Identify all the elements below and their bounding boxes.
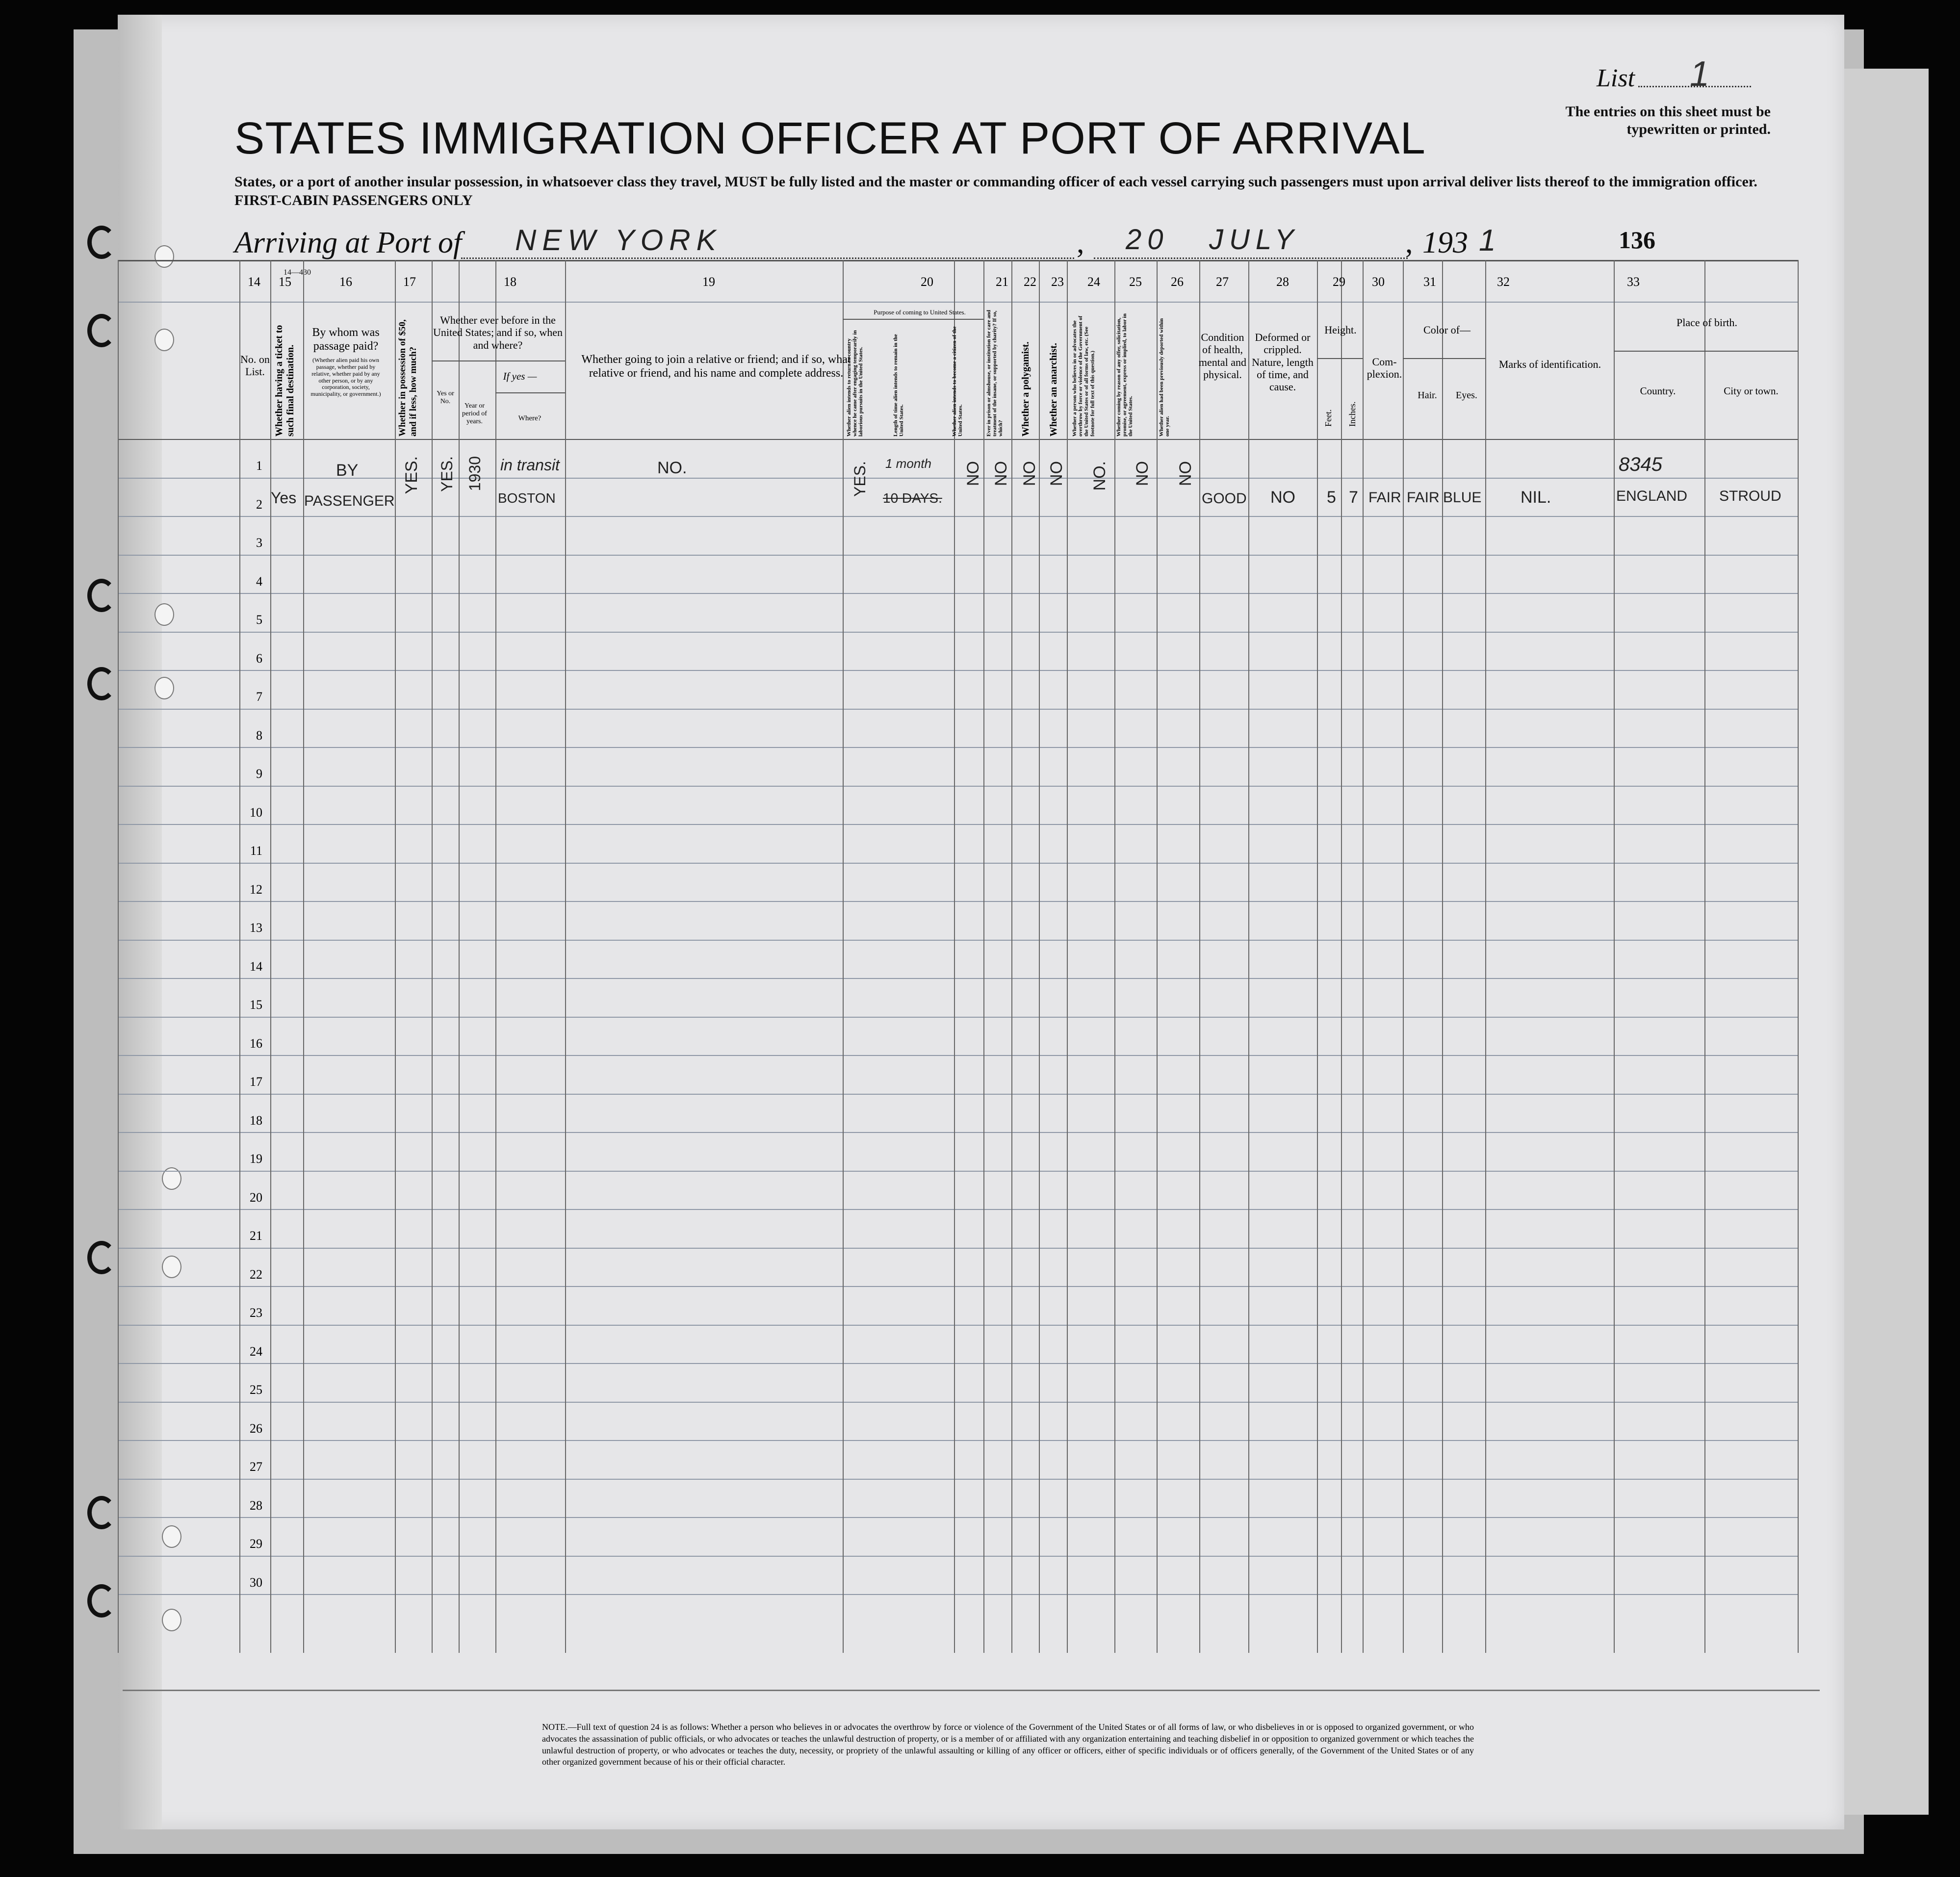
subheader-rule [432, 360, 565, 361]
binder-ring-icon [87, 667, 116, 700]
row-rule [118, 1209, 1798, 1210]
arriving-label: Arriving at Port of [234, 226, 462, 259]
hdr-ticket: Whether having a ticket to such final destination. [274, 325, 296, 437]
row-number: 26 [250, 1421, 262, 1436]
hdr-passage-paid-label: By whom was passage paid? [312, 326, 380, 353]
hdr-inches: Inches. [1347, 401, 1357, 427]
row-rule [118, 1055, 1798, 1056]
bottom-rule [123, 1690, 1820, 1691]
entry-eyes: BLUE [1443, 489, 1482, 506]
page-title: STATES IMMIGRATION OFFICER AT PORT OF ARRIVAL [234, 113, 1426, 163]
row-rule [118, 439, 1798, 440]
row-number: 3 [256, 536, 262, 550]
underlying-sheet-edge [1830, 69, 1929, 1815]
col-num-26: 26 [1171, 275, 1184, 289]
hdr-yes-no: Yes or No. [437, 390, 454, 406]
column-rule [843, 260, 844, 1653]
col-num-17: 17 [403, 275, 416, 289]
col-num-22: 22 [1024, 275, 1036, 289]
binder-ring-icon [87, 1241, 116, 1274]
hdr-no-on-list: No. on List. [240, 353, 270, 378]
hdr-return-country: Whether alien intends to return to country whence he came after engaging temporarily in laborious pursuits in the United States. [846, 330, 864, 437]
row-rule [118, 302, 1798, 303]
row-number: 29 [250, 1537, 262, 1551]
entry-length-struck: 10 DAYS. [883, 490, 942, 506]
col-num-21: 21 [996, 275, 1008, 289]
hdr-where: Where? [518, 414, 542, 422]
row-number: 19 [250, 1152, 262, 1166]
binder-ring-icon [87, 314, 116, 347]
entry-citizen: NO [964, 461, 982, 486]
entry-birth-code: 8345 [1619, 454, 1662, 475]
row-number: 30 [250, 1575, 262, 1590]
subheader-rule [495, 392, 565, 393]
row-number: 4 [256, 574, 262, 589]
entry-prison: NO [992, 461, 1010, 486]
day-value: 20 [1126, 224, 1169, 256]
binder-ring-icon [87, 1496, 116, 1529]
column-rule [1011, 260, 1012, 1653]
hdr-prison: Ever in prison or almshouse, or institution for care and treatment of the insane, or supported by charity? If so, which? [986, 309, 1004, 437]
port-value: NEW YORK [515, 224, 722, 257]
column-rule [1614, 260, 1615, 1653]
row-rule [118, 555, 1798, 556]
column-rule [459, 260, 460, 1653]
entry-inches: 7 [1349, 488, 1358, 507]
row-number: 15 [250, 998, 262, 1012]
entries-note: The entries on this sheet must be typewritten or printed. [1565, 103, 1771, 137]
row-number: 9 [256, 767, 262, 781]
month-value: JULY [1209, 224, 1300, 256]
row-number: 7 [256, 690, 262, 704]
row-rule [118, 1402, 1798, 1403]
row-rule [118, 1363, 1798, 1364]
entry-health: GOOD [1202, 490, 1247, 507]
row-rule [118, 863, 1798, 864]
hdr-deported: Whether alien had been previously deported within one year. [1159, 318, 1171, 437]
hdr-anarchist: Whether an anarchist. [1048, 343, 1059, 437]
col-num-16: 16 [339, 275, 352, 289]
col-num-23: 23 [1051, 275, 1064, 289]
column-rule [565, 260, 566, 1653]
entry-in-transit: in transit [500, 456, 560, 474]
list-number: 1 [1690, 54, 1710, 94]
entry-join-relative: NO. [657, 459, 687, 477]
col-num-31: 31 [1423, 275, 1436, 289]
entry-marks: NIL. [1521, 488, 1551, 507]
binder-ring-icon [87, 226, 116, 259]
hdr-country: Country. [1640, 385, 1676, 397]
manifest-table [118, 260, 1844, 1653]
row-rule [118, 516, 1798, 517]
column-rule [1704, 260, 1705, 1653]
col-num-28: 28 [1276, 275, 1289, 289]
row-number: 17 [250, 1075, 262, 1089]
row-rule [118, 709, 1798, 710]
comma: , [1405, 226, 1413, 259]
hdr-before-in-us: Whether ever before in the United States; and if so, when and where? [433, 314, 563, 351]
subheader-rule [1614, 351, 1798, 352]
entry-fifty: YES. [402, 456, 421, 494]
column-rule [1114, 260, 1115, 1653]
subheader-rule [1317, 358, 1363, 359]
column-rule [1403, 260, 1404, 1653]
class-line: FIRST-CABIN PASSENGERS ONLY [234, 192, 473, 208]
column-rule [118, 260, 119, 1653]
row-number: 20 [250, 1190, 262, 1205]
row-number: 27 [250, 1460, 262, 1474]
row-number: 23 [250, 1306, 262, 1320]
col-num-29: 29 [1333, 275, 1345, 289]
form-code: 14—430 [284, 268, 311, 277]
row-rule [118, 1094, 1798, 1095]
row-number: 25 [250, 1383, 262, 1397]
col-num-15: 15 [279, 275, 291, 289]
hdr-health: Condition of health, mental and physical. [1198, 331, 1247, 381]
column-rule [983, 260, 984, 1653]
row-number: 10 [250, 805, 262, 820]
date-line [1094, 257, 1408, 259]
column-rule [1248, 260, 1249, 1653]
row-number: 18 [250, 1113, 262, 1128]
row-rule [118, 940, 1798, 941]
col-num-30: 30 [1372, 275, 1385, 289]
row-rule [118, 824, 1798, 825]
entry-return-country: YES. [851, 461, 869, 497]
hdr-marks: Marks of identification. [1498, 358, 1601, 370]
hdr-purpose: Purpose of coming to United States. [874, 309, 966, 316]
entry-complexion: FAIR [1368, 489, 1401, 506]
entry-anarchist: NO [1047, 461, 1066, 486]
hdr-become-citizen: Whether alien intends to become a citizen of the United States. [952, 326, 964, 437]
row-number: 8 [256, 728, 262, 743]
entry-country: ENGLAND [1616, 488, 1688, 504]
row-number: 21 [250, 1229, 262, 1243]
intro-paragraph: States, or a port of another insular possession, in whatsoever class they travel, MUST be fully listed and the master or commanding officer of each vessel carrying such passengers must upon arrival deliver lists thereof to the immigration officer. [234, 174, 1757, 190]
column-rule [239, 260, 240, 1653]
column-rule [1341, 260, 1342, 1653]
row-number: 13 [250, 921, 262, 935]
year-suffix: 1 [1479, 224, 1502, 257]
entry-before-where: BOSTON [498, 490, 556, 506]
col-num-27: 27 [1216, 275, 1229, 289]
row-rule [118, 747, 1798, 748]
column-rule [432, 260, 433, 1653]
year-prefix: 193 [1422, 226, 1468, 259]
entry-q24: NO. [1090, 461, 1109, 491]
row-rule [118, 593, 1798, 594]
entry-city: STROUD [1719, 488, 1781, 504]
row-number: 2 [256, 497, 262, 512]
entry-deported: NO [1176, 461, 1195, 486]
col-num-20: 20 [921, 275, 933, 289]
stamp-number: 136 [1619, 226, 1655, 254]
column-rule [1199, 260, 1200, 1653]
entry-paid-by: PASSENGER [304, 493, 395, 509]
port-line [461, 257, 1074, 259]
binder-ring-icon [87, 1584, 116, 1618]
hdr-fifty-dollars: Whether in possession of $50, and if less, how much? [397, 319, 418, 437]
entry-polygamist: NO [1020, 461, 1039, 486]
entry-before-yes: YES. [438, 456, 456, 492]
hdr-complexion: Com-plexion. [1367, 356, 1402, 381]
column-rule [1442, 260, 1443, 1653]
row-rule [118, 1325, 1798, 1326]
column-rule [1485, 260, 1486, 1653]
hdr-year: Year or period of years. [462, 402, 487, 426]
col-num-32: 32 [1497, 275, 1510, 289]
subheader-rule [1403, 358, 1485, 359]
list-label: List [1597, 64, 1635, 92]
hdr-color-of: Color of— [1423, 324, 1470, 336]
row-number: 14 [250, 959, 262, 974]
row-rule [118, 786, 1798, 787]
subheader-rule [843, 319, 983, 320]
row-rule [118, 978, 1798, 979]
row-rule [118, 1248, 1798, 1249]
row-rule [118, 1594, 1798, 1595]
entry-before-year: 1930 [466, 456, 484, 491]
hdr-passage-paid-sub: (Whether alien paid his own passage, whether paid by relative, whether paid by any other person, or by any corporation, society, municipality, or government.) [310, 357, 381, 398]
hdr-polygamist: Whether a polygamist. [1020, 341, 1031, 437]
hdr-passage-paid [307, 326, 385, 398]
row-rule [118, 1556, 1798, 1557]
hdr-place-of-birth: Place of birth. [1676, 316, 1738, 329]
column-rule [1157, 260, 1158, 1653]
hdr-feet: Feet. [1323, 409, 1333, 427]
column-rule [1363, 260, 1364, 1653]
hdr-join-relative: Whether going to join a relative or friend; and if so, what relative or friend, and his name and complete address. [581, 353, 851, 380]
col-num-25: 25 [1129, 275, 1142, 289]
row-rule [118, 1440, 1798, 1441]
entry-hair: FAIR [1407, 489, 1440, 506]
comma: , [1077, 226, 1084, 259]
column-rule [270, 260, 271, 1653]
row-rule [118, 1132, 1798, 1133]
hdr-hair: Hair. [1418, 390, 1437, 401]
footnote: NOTE.—Full text of question 24 is as follows: Whether a person who believes in or advocates the overthrow by force or violence of the Government of the United States or of all forms of law, or who disbelieves in or is opposed to organized government, or who advocates the assassination of public officials, or who advocates or teaches the unlawful destruction of property, or is a member of or affiliated with any organization entertaining and teaching disbelief in or opposition to organized government or which teaches the unlawful destruction of property, or who advocates or teaches the duty, necessity, or propriety of the unlawful assaulting or killing of any officer or officers, either of specific individuals or of officers generally, of the Government of the United States or of any other organized government because of his or their official character. [542, 1722, 1474, 1767]
column-rule [395, 260, 396, 1653]
row-number: 1 [256, 459, 262, 473]
entry-ticket: Yes [271, 489, 297, 507]
row-rule [118, 1517, 1798, 1518]
entry-feet: 5 [1327, 488, 1336, 507]
row-rule [118, 901, 1798, 902]
column-rule [1067, 260, 1068, 1653]
col-num-18: 18 [504, 275, 516, 289]
column-rule [495, 260, 496, 1653]
row-rule [118, 670, 1798, 671]
hdr-length-of-time: Length of time alien intends to remain in the United States. [893, 334, 905, 437]
hdr-deformed: Deformed or crippled. Nature, length of time, and cause. [1252, 331, 1314, 393]
row-number: 6 [256, 651, 262, 666]
row-rule [118, 1479, 1798, 1480]
row-number: 22 [250, 1267, 262, 1282]
column-rule [1317, 260, 1318, 1653]
row-rule [118, 1017, 1798, 1018]
hdr-eyes: Eyes. [1456, 390, 1477, 401]
column-rule [303, 260, 304, 1653]
col-num-24: 24 [1087, 275, 1100, 289]
col-num-14: 14 [248, 275, 260, 289]
hdr-q24: Whether a person who believes in or advocates the overthrow by force or violence of the Government of the United States or of all forms of law, etc. (See footnote for full text of this question.) [1072, 315, 1096, 437]
column-rule [1798, 260, 1799, 1653]
hdr-height: Height. [1324, 324, 1357, 336]
row-number: 12 [250, 882, 262, 897]
row-number: 24 [250, 1344, 262, 1359]
entry-length-time: 1 month [885, 456, 931, 471]
row-number: 11 [250, 844, 262, 858]
row-number: 5 [256, 613, 262, 627]
row-rule [118, 1171, 1798, 1172]
row-rule [118, 260, 1798, 261]
intro-text [234, 173, 1814, 209]
hdr-if-yes: If yes — [503, 370, 537, 382]
col-num-19: 19 [702, 275, 715, 289]
row-number: 28 [250, 1498, 262, 1513]
row-rule [118, 632, 1798, 633]
row-rule [118, 478, 1798, 479]
binder-ring-icon [87, 579, 116, 612]
hdr-offer: Whether coming by reason of any offer, solicitation, promise, or agreement, express or implied, to labor in the United States. [1116, 313, 1134, 437]
row-number: 16 [250, 1036, 262, 1051]
entry-deformed: NO [1270, 488, 1295, 507]
entry-paid-by-top: BY [336, 461, 359, 480]
hdr-city: City or town. [1724, 385, 1779, 397]
column-rule [954, 260, 955, 1653]
entry-offer: NO [1133, 461, 1152, 486]
col-num-33: 33 [1627, 275, 1640, 289]
row-rule [118, 1286, 1798, 1287]
